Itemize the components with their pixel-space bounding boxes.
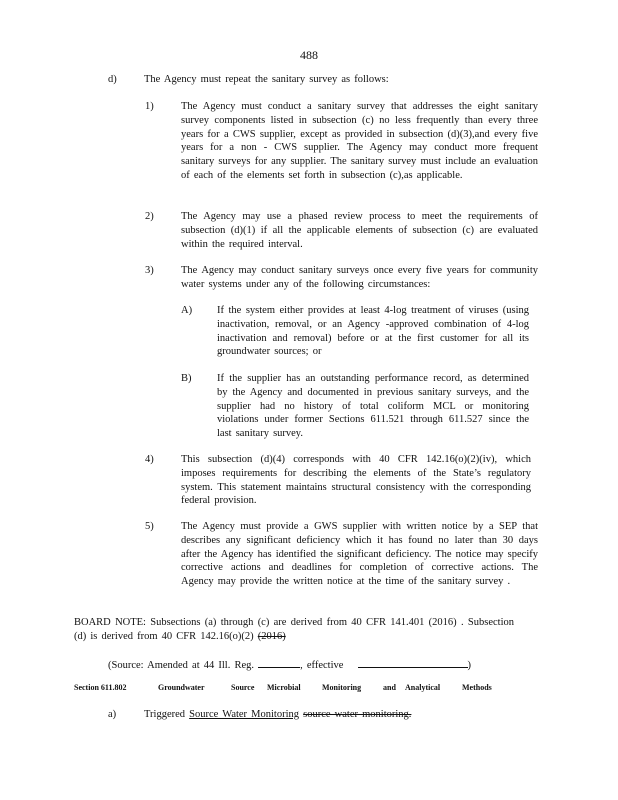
item-1-label: 1) bbox=[145, 101, 154, 112]
page-number: 488 bbox=[300, 48, 318, 62]
item-5-text: The Agency must provide a GWS supplier with written notice by a SEP that describes any significant deficiency which it has found no later than 30 days after the Agency has identified the significant deficiency. The notice may specify corrective actions and deadlines for completion of corrective actions. The Agency may provide the written notice at the time of the sanitary survey . bbox=[181, 521, 538, 588]
subitem-b-label: B) bbox=[181, 373, 192, 384]
item-2-text: The Agency may use a phased review process to meet the requirements of subsection (d)(1) if all the applicable elements of subsection (c) are evaluated within the required interval. bbox=[181, 211, 538, 250]
source-middle: , effective bbox=[300, 660, 344, 671]
item-4-label: 4) bbox=[145, 454, 154, 465]
section-number: Section 611.802 bbox=[74, 683, 127, 692]
board-note-text: BOARD NOTE: Subsections (a) through (c) are derived from 40 CFR 141.401 (2016) . Subsection (d) is derived from 40 CFR 142.16(o)(2) bbox=[74, 617, 514, 642]
effective-date-blank bbox=[358, 656, 468, 668]
item-1-text: The Agency must conduct a sanitary survey that addresses the eight sanitary survey components listed in subsection (c) no less frequently than every three years for a CWS supplier, except as provided in subsection (d)(3),and every five years for a non - CWS supplier. The Agency may conduct more frequent sanitary surveys for any supplier. The sanitary survey must include an evaluation of each of the elements set forth in subsection (c),as applicable. bbox=[181, 101, 538, 181]
section-word-7: Methods bbox=[462, 683, 492, 692]
subitem-b-text: If the supplier has an outstanding performance record, as determined by the Agency and documented in previous sanitary surveys, and the supplier had no history of total coliform MCL or monitoring violations under former Sections 611.521 through 611.527 since the last sanitary survey. bbox=[217, 373, 529, 440]
item-2-label: 2) bbox=[145, 211, 154, 222]
register-blank bbox=[258, 656, 300, 668]
section-word-4: Monitoring bbox=[322, 683, 362, 692]
item-a-inserted: Source Water Monitoring bbox=[189, 709, 300, 720]
section-word-5: and bbox=[383, 683, 396, 692]
item-a-deleted: source water monitoring. bbox=[303, 709, 412, 720]
section-word-3: Microbial bbox=[267, 683, 301, 692]
item-a-plain: Triggered bbox=[144, 709, 186, 720]
board-note bbox=[74, 616, 514, 644]
subitem-a-label: A) bbox=[181, 305, 193, 316]
subitem-a-text: If the system either provides at least 4-log treatment of viruses (using inactivation, removal, or an Agency -approved combination of 4-log inactivation and removal) before or at the first customer for all its groundwater sources; or bbox=[217, 305, 529, 358]
section-word-1: Groundwater bbox=[158, 683, 205, 692]
source-prefix: (Source: Amended at 44 Ill. Reg. bbox=[108, 660, 255, 671]
item-a-label: a) bbox=[108, 709, 117, 720]
item-4-text: This subsection (d)(4) corresponds with 40 CFR 142.16(o)(2)(iv), which imposes requirements for describing the elements of the State’s regulatory system. This statement maintains structural consistency with the corresponding federal provision. bbox=[181, 454, 531, 507]
board-note-struck-year: (2016) bbox=[257, 630, 286, 642]
subsection-d-label: d) bbox=[108, 74, 117, 85]
section-word-2: Source bbox=[231, 683, 255, 692]
source-note bbox=[108, 656, 508, 673]
subsection-d-intro: The Agency must repeat the sanitary survey as follows: bbox=[144, 74, 389, 85]
item-3-text: The Agency may conduct sanitary surveys once every five years for community water systems under any of the following circumstances: bbox=[181, 265, 538, 290]
item-5-label: 5) bbox=[145, 521, 154, 532]
item-3-label: 3) bbox=[145, 265, 154, 276]
section-word-6: Analytical bbox=[405, 683, 441, 692]
item-a-text bbox=[144, 708, 544, 722]
source-suffix: ) bbox=[467, 660, 472, 671]
